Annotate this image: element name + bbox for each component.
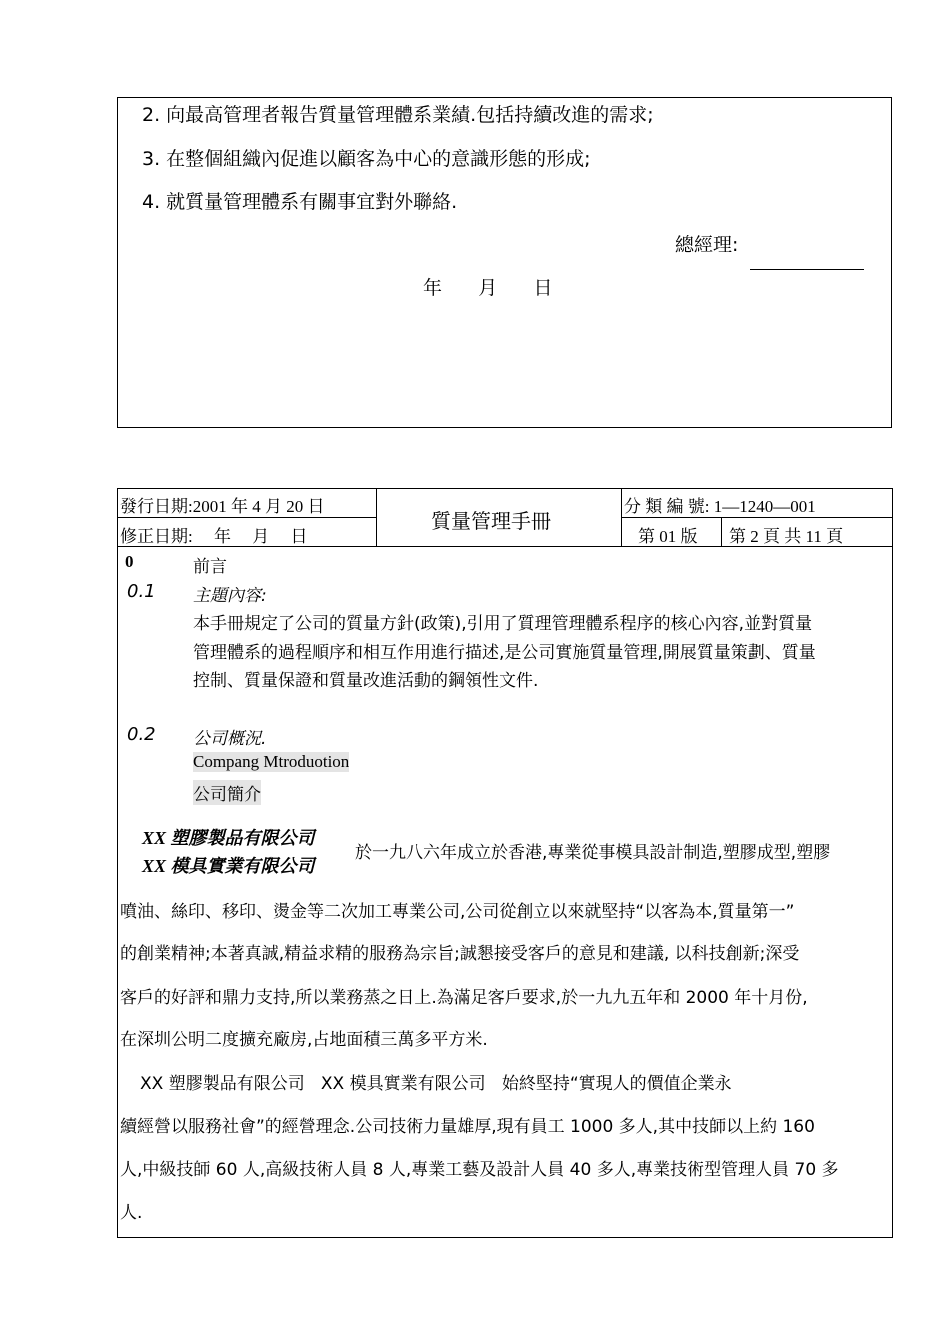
philosophy-text-line: 人,中級技師 60 人,高級技術人員 8 人,專業工藝及設計人員 40 多人,專業技術型管理人員 70 多 [120,1160,839,1180]
intro-text-line: 噴油、絲印、移印、燙金等二次加工專業公司,公司從創立以來就堅持“以客為本,質量第一” [120,902,795,922]
section-number: 0.1 [127,581,156,602]
cell-divider [376,489,377,546]
edition: 第 01 版 [638,527,698,546]
section-number: 0 [125,552,134,571]
content-box [117,546,893,1238]
general-manager-label: 總經理: [675,234,739,256]
responsibility-item: 4. 就質量管理體系有關事宜對外聯絡. [142,191,458,213]
sign-date: 年 月 日 [423,277,553,299]
issue-date: 發行日期:2001 年 4 月 20 日 [120,497,325,516]
scope-text-line: 控制、質量保證和質量改進活動的鋼領性文件. [193,671,539,691]
intro-text-line: 於一九八六年成立於香港,專業從事模具設計制造,塑膠成型,塑膠 [355,843,831,863]
english-subtitle: Compang Mtroduotion [193,752,350,771]
section-title: 主題內容: [193,586,267,606]
company-name-mould: XX 模具實業有限公司 [142,856,315,876]
row-divider [118,517,376,518]
section-title: 前言 [193,557,227,577]
document-header-table [117,488,893,547]
section-number: 0.2 [127,724,156,745]
page-info: 第 2 頁 共 11 頁 [729,527,844,546]
intro-text-line: 在深圳公明二度擴充廠房,占地面積三萬多平方米. [120,1030,488,1050]
signature-line [750,269,864,270]
class-number: 分 類 編 號: 1—1240—001 [624,497,816,516]
section-title: 公司概況. [193,729,267,749]
philosophy-text-line: 續經營以服務社會”的經營理念.公司技術力量雄厚,現有員工 1000 多人,其中技師以上約 160 [120,1117,815,1137]
responsibility-box [117,97,892,428]
row-divider [621,517,892,518]
scope-text-line: 本手冊規定了公司的質量方針(政策),引用了質理管理體系程序的核心內容,並對質量 [193,614,813,634]
cell-divider [721,517,722,546]
intro-text-line: 的創業精神;本著真誠,精益求精的服務為宗旨;誠懇接受客戶的意見和建議, 以科技創新;深受 [120,944,800,964]
responsibility-item: 2. 向最高管理者報告質量管理體系業績.包括持續改進的需求; [142,104,654,126]
manual-title: 質量管理手冊 [431,509,551,533]
philosophy-text-line: 人. [120,1203,143,1223]
scope-text-line: 管理體系的過程順序和相互作用進行描述,是公司實施質量管理,開展質量策劃、質量 [193,643,816,663]
company-name-plastic: XX 塑膠製品有限公司 [142,828,315,848]
intro-text-line: 客戶的好評和鼎力支持,所以業務蒸之日上.為滿足客戶要求,於一九九五年和 2000 年十月份, [120,988,808,1008]
company-intro-subtitle: 公司簡介 [193,780,261,805]
responsibility-item: 3. 在整個組織內促進以顧客為中心的意識形態的形成; [142,148,591,170]
revise-date: 修正日期: 年 月 日 [120,527,308,546]
philosophy-text-line: XX 塑膠製品有限公司 XX 模具實業有限公司 始終堅持“實現人的價值企業永 [140,1074,732,1094]
